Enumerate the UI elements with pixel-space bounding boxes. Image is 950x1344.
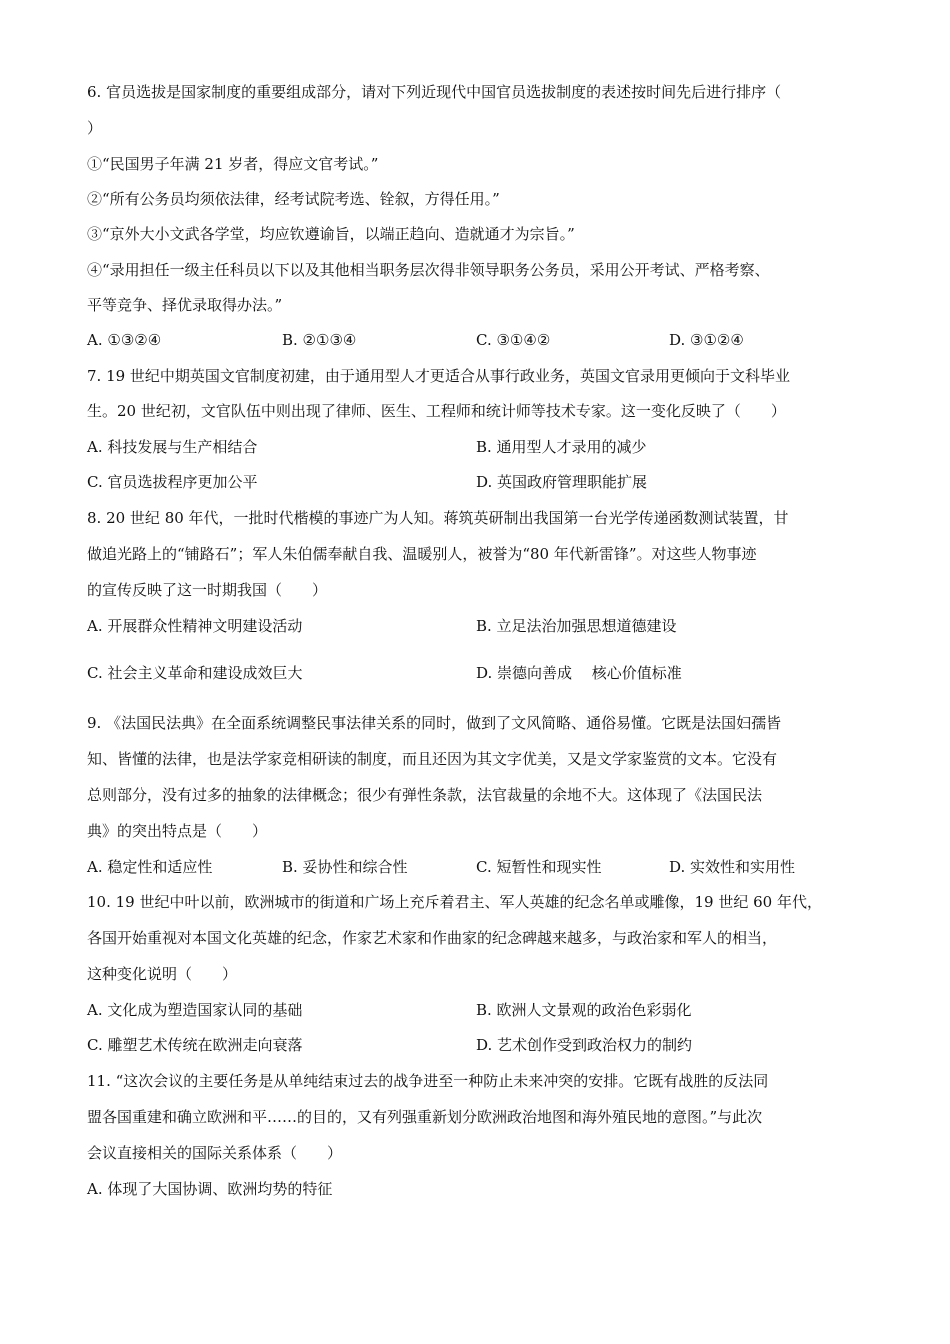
q9-option-a: A. 稳定性和适应性 bbox=[87, 858, 213, 876]
q6-option-b: B. ②①③④ bbox=[282, 331, 357, 349]
q8-option-d: D. 崇德向善成 核心价值标准 bbox=[476, 664, 682, 682]
q9-stem-line-3: 总则部分，没有过多的抽象的法律概念；很少有弹性条款，法官裁量的余地不大。这体现了《法国民法 bbox=[87, 786, 763, 804]
q8-option-c: C. 社会主义革命和建设成效巨大 bbox=[87, 664, 303, 682]
q7-stem-line-2: 生。20 世纪初，文官队伍中则出现了律师、医生、工程师和统计师等技术专家。这一变化反映了（ ） bbox=[87, 402, 786, 420]
q9-stem-line-2: 知、皆懂的法律，也是法学家竞相研读的制度，而且还因为其文字优美，又是文学家鉴赏的文本。它没有 bbox=[87, 750, 778, 768]
q6-item-3: ③“京外大小文武各学堂，均应钦遵谕旨，以端正趋向、造就通才为宗旨。” bbox=[87, 225, 575, 243]
q9-option-c: C. 短暂性和现实性 bbox=[476, 858, 602, 876]
q10-stem-line-1: 10. 19 世纪中叶以前，欧洲城市的街道和广场上充斥着君主、军人英雄的纪念名单或雕像，19 世纪 60 年代， bbox=[87, 893, 822, 911]
q6-stem-line-1: 6. 官员选拔是国家制度的重要组成部分，请对下列近现代中国官员选拔制度的表述按时间先后进行排序（ bbox=[87, 83, 782, 101]
q11-stem-line-3: 会议直接相关的国际关系体系（ ） bbox=[87, 1144, 343, 1162]
q6-option-c: C. ③①④② bbox=[476, 331, 551, 349]
q6-item-4-line-1: ④“录用担任一级主任科员以下以及其他相当职务层次得非领导职务公务员，采用公开考试、严格考察、 bbox=[87, 261, 770, 279]
q9-stem-line-4: 典》的突出特点是（ ） bbox=[87, 822, 268, 840]
q10-option-c: C. 雕塑艺术传统在欧洲走向衰落 bbox=[87, 1036, 303, 1054]
q6-option-d: D. ③①②④ bbox=[669, 331, 744, 349]
q10-option-d: D. 艺术创作受到政治权力的制约 bbox=[476, 1036, 693, 1054]
q9-option-b: B. 妥协性和综合性 bbox=[282, 858, 408, 876]
q10-option-a: A. 文化成为塑造国家认同的基础 bbox=[87, 1001, 303, 1019]
q9-stem-line-1: 9. 《法国民法典》在全面系统调整民事法律关系的同时，做到了文风简略、通俗易懂。它既是法国妇孺皆 bbox=[87, 714, 782, 732]
q8-option-b: B. 立足法治加强思想道德建设 bbox=[476, 617, 677, 635]
q7-option-a: A. 科技发展与生产相结合 bbox=[87, 438, 258, 456]
q7-stem-line-1: 7. 19 世纪中期英国文官制度初建，由于通用型人才更适合从事行政业务，英国文官录用更倾向于文科毕业 bbox=[87, 367, 790, 385]
q6-item-2: ②“所有公务员均须依法律，经考试院考选、铨叙，方得任用。” bbox=[87, 190, 500, 208]
q6-item-1: ①“民国男子年满 21 岁者，得应文官考试。” bbox=[87, 155, 379, 173]
q11-stem-line-2: 盟各国重建和确立欧洲和平……的目的，又有列强重新划分欧洲政治地图和海外殖民地的意图。”与此次 bbox=[87, 1108, 763, 1126]
q6-stem-line-2: ） bbox=[87, 119, 103, 137]
q11-stem-line-1: 11. “这次会议的主要任务是从单纯结束过去的战争进至一种防止未来冲突的安排。它既有战胜的反法同 bbox=[87, 1072, 769, 1090]
q8-stem-line-1: 8. 20 世纪 80 年代，一批时代楷模的事迹广为人知。蒋筑英研制出我国第一台光学传递函数测试装置，甘 bbox=[87, 509, 789, 527]
q8-option-a: A. 开展群众性精神文明建设活动 bbox=[87, 617, 303, 635]
q7-option-c: C. 官员选拔程序更加公平 bbox=[87, 473, 258, 491]
q10-stem-line-3: 这种变化说明（ ） bbox=[87, 965, 238, 983]
q7-option-b: B. 通用型人才录用的减少 bbox=[476, 438, 647, 456]
q8-stem-line-3: 的宣传反映了这一时期我国（ ） bbox=[87, 581, 328, 599]
q7-option-d: D. 英国政府管理职能扩展 bbox=[476, 473, 648, 491]
q9-option-d: D. 实效性和实用性 bbox=[669, 858, 796, 876]
q10-option-b: B. 欧洲人文景观的政治色彩弱化 bbox=[476, 1001, 692, 1019]
q6-item-4-line-2: 平等竞争、择优录取得办法。” bbox=[87, 296, 283, 314]
q6-option-a: A. ①③②④ bbox=[87, 331, 162, 349]
q8-stem-line-2: 做追光路上的“铺路石”；军人朱伯儒奉献自我、温暖别人，被誉为“80 年代新雷锋”。对这些人物事迹 bbox=[87, 545, 757, 563]
q10-stem-line-2: 各国开始重视对本国文化英雄的纪念，作家艺术家和作曲家的纪念碑越来越多，与政治家和军人的相当， bbox=[87, 929, 778, 947]
q11-option-a: A. 体现了大国协调、欧洲均势的特征 bbox=[87, 1180, 333, 1198]
